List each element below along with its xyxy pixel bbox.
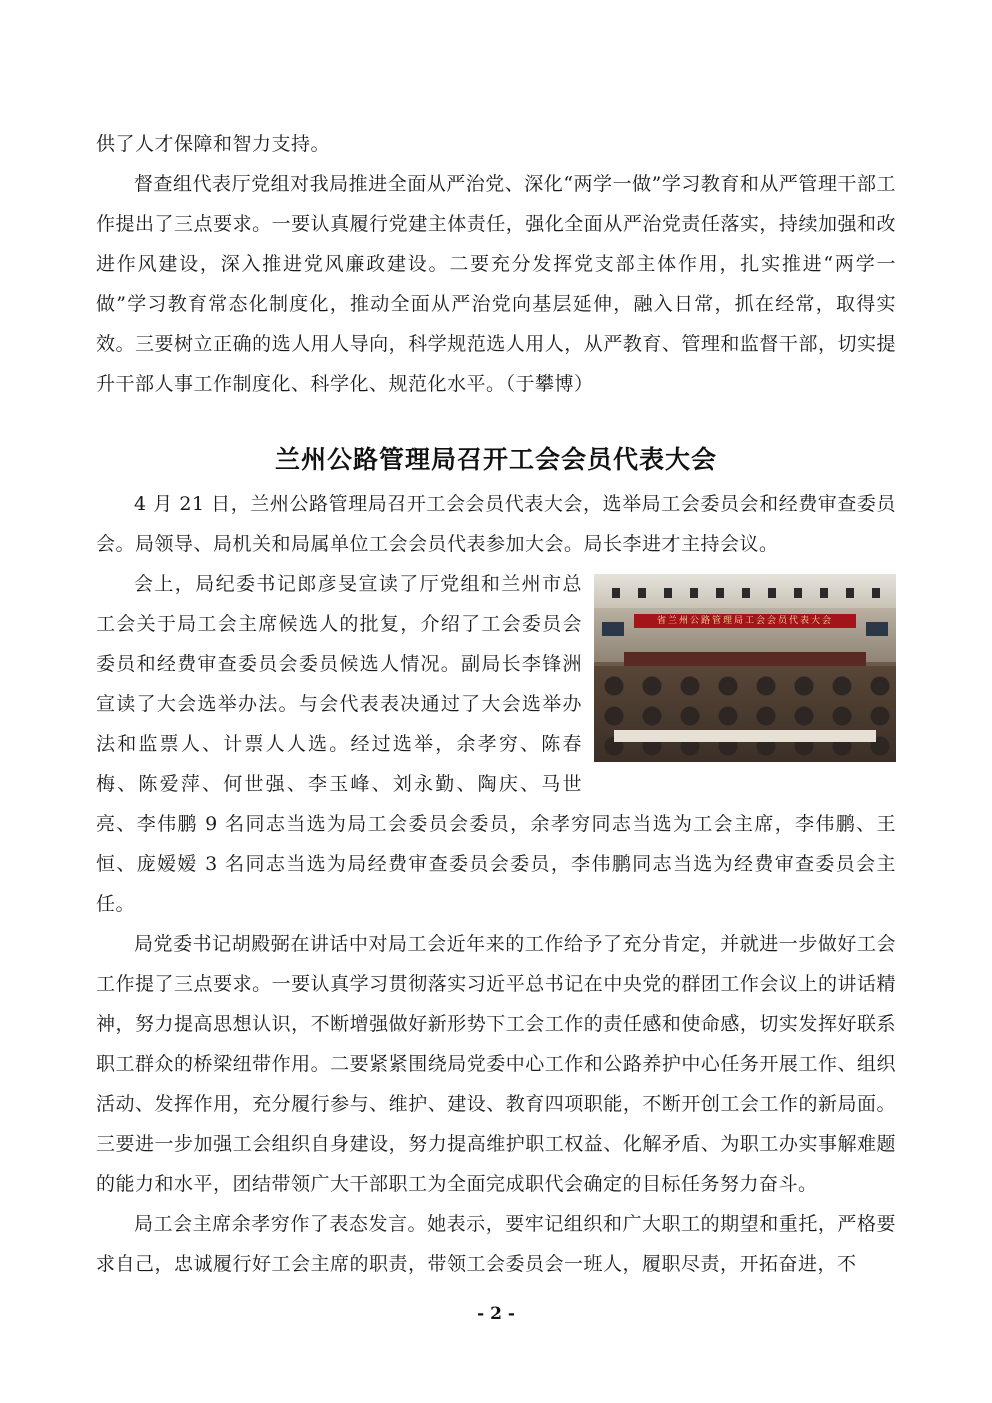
article-title: 兰州公路管理局召开工会会员代表大会 (274, 445, 717, 474)
paragraph: 供了人才保障和智力支持。 (96, 133, 331, 155)
photo-rostrum (624, 652, 866, 666)
photo-screen-right (866, 622, 888, 636)
paragraph: 局工会主席余孝穷作了表态发言。她表示，要牢记组织和广大职工的期望和重托，严格要求自己，忠诚履行好工会主席的职责，带领工会委员会一班人，履职尽责，开拓奋进，不 (96, 1213, 896, 1275)
section-gap (96, 404, 896, 436)
page-number: - 2 - (477, 1304, 515, 1324)
photo-banner: 省兰州公路管理局工会会员代表大会 (634, 614, 856, 628)
meeting-photo (594, 574, 896, 762)
paragraph: 督查组代表厅党组对我局推进全面从严治党、深化“两学一做”学习教育和从严管理干部工作提出了三点要求。一要认真履行党建主体责任，强化全面从严治党责任落实，持续加强和改进作风建设，深入推进党风廉政建设。二要充分发挥党支部主体作用，扎实推进“两学一做”学习教育常态化制度化，推动全面从严治党向基层延伸，融入日常，抓在经常，取得实效。三要树立正确的选人用人导向，科学规范选人用人，从严教育、管理和监督干部，切实提升干部人事工作制度化、科学化、规范化水平。（于攀博） (96, 173, 896, 395)
photo-ceiling-lights (594, 588, 896, 598)
document-body (96, 124, 896, 1284)
paragraph: 局党委书记胡殿弼在讲话中对局工会近年来的工作给予了充分肯定，并就进一步做好工会工作提了三点要求。一要认真学习贯彻落实习近平总书记在中央党的群团工作会议上的讲话精神，努力提高思想认识，不断增强做好新形势下工会工作的责任感和使命感，切实发挥好联系职工群众的桥梁纽带作用。二要紧紧围绕局党委中心工作和公路养护中心任务开展工作、组织活动、发挥作用，充分履行参与、维护、建设、教育四项职能，不断开创工会工作的新局面。三要进一步加强工会组织自身建设，努力提高维护职工权益、化解矛盾、为职工办实事解难题的能力和水平，团结带领广大干部职工为全面完成职代会确定的目标任务努力奋斗。 (96, 933, 896, 1195)
photo-desk (614, 730, 876, 742)
paragraph: 4 月 21 日，兰州公路管理局召开工会会员代表大会，选举局工会委员会和经费审查委员会。局领导、局机关和局属单位工会会员代表参加大会。局长李进才主持会议。 (96, 493, 896, 555)
photo-audience (594, 666, 896, 762)
photo-screen-left (602, 622, 624, 636)
paragraph: 会上，局纪委书记郎彦旻宣读了厅党组和兰州市总工会关于局工会主席候选人的批复，介绍了工会委员会委员和经费审查委员会委员候选人情况。副局长李锋洲宣读了大会选举办法。与会代表表决通过了大会选举办法和监票人、计票人人选。经过选举，余孝穷、陈春梅、陈爱萍、何世强、李玉峰、刘永勤、陶庆、马世亮、李伟鹏 9 名同志当选为局工会委员会委员，余孝穷同志当选为工会主席，李伟鹏、王恒、庞嫒嫒 3 名同志当选为局经费审查委员会委员，李伟鹏同志当选为经费审查委员会主任。 (96, 573, 896, 915)
